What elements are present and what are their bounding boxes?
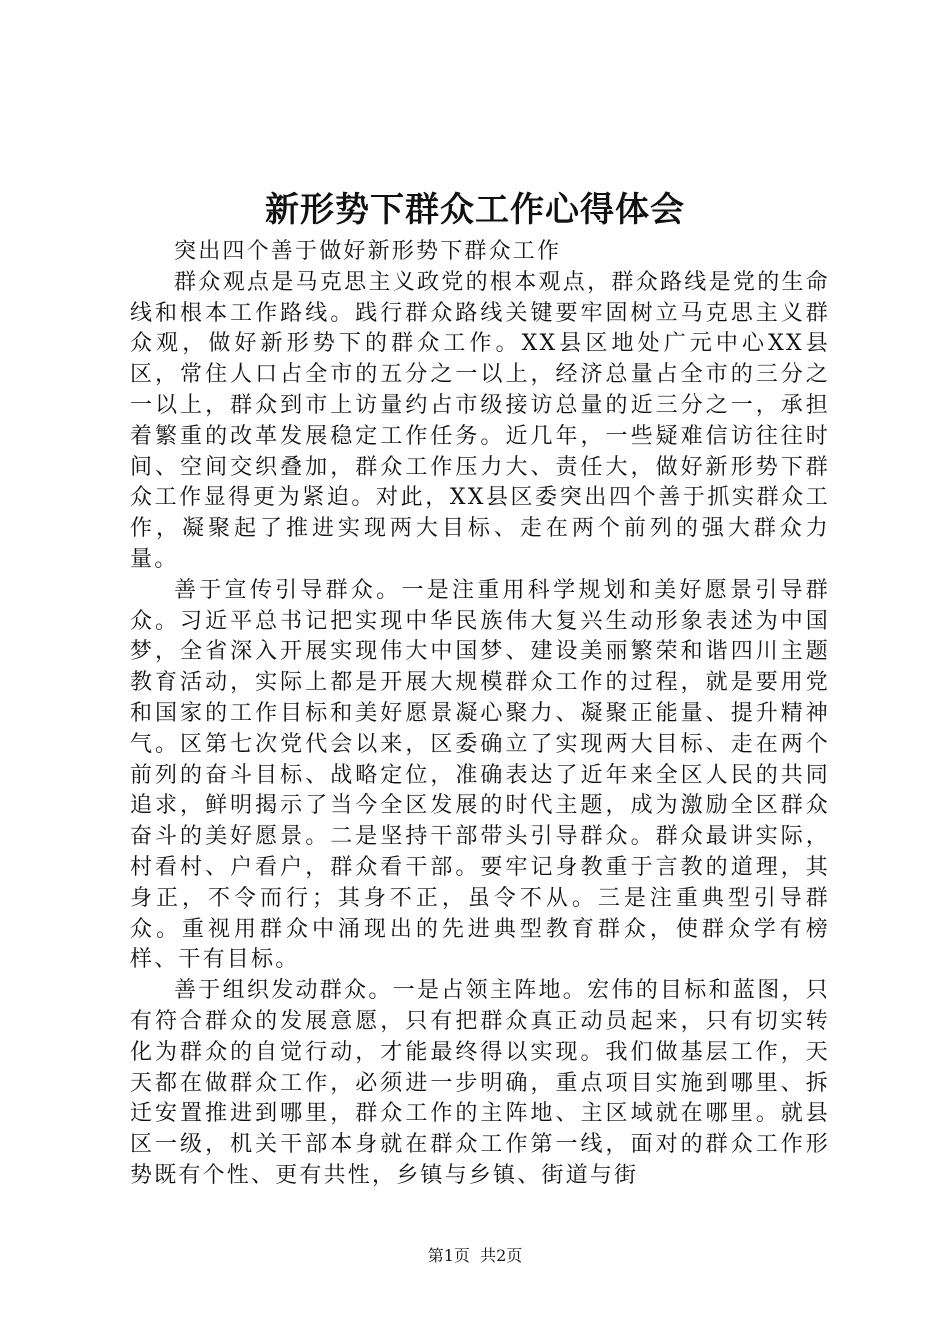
document-body	[130, 237, 830, 1192]
paragraph-subtitle: 突出四个善于做好新形势下群众工作	[174, 239, 562, 264]
page-number: 第1页	[427, 1246, 470, 1265]
paragraph-organize-masses: 善于组织发动群众。一是占领主阵地。宏伟的目标和蓝图，只有符合群众的发展意愿，只有把群众真正动员起来，只有切实转化为群众的自觉行动，才能最终得以实现。我们做基层工作，天天都在做群众工作，必须进一步明确，重点项目实施到哪里、拆迁安置推进到哪里，群众工作的主阵地、主区域就在哪里。就县区一级，机关干部本身就在群众工作第一线，面对的群众工作形势既有个性、更有共性，乡镇与乡镇、街道与街	[130, 978, 830, 1188]
page-footer	[0, 1244, 950, 1268]
footer-spacer	[470, 1246, 480, 1265]
page-total: 共2页	[480, 1246, 523, 1265]
paragraph-intro: 群众观点是马克思主义政党的根本观点，群众路线是党的生命线和根本工作路线。践行群众路线关键要牢固树立马克思主义群众观，做好新形势下的群众工作。XX县区地处广元中心XX县区，常住人口占全市的五分之一以上，经济总量占全市的三分之一以上，群众到市上访量约占市级接访总量的近三分之一，承担着繁重的改革发展稳定工作任务。近几年，一些疑难信访往往时间、空间交织叠加，群众工作压力大、责任大，做好新形势下群众工作显得更为紧迫。对此，XX县区委突出四个善于抓实群众工作，凝聚起了推进实现两大目标、走在两个前列的强大群众力量。	[130, 269, 830, 572]
paragraph-guide-masses: 善于宣传引导群众。一是注重用科学规划和美好愿景引导群众。习近平总书记把实现中华民族伟大复兴生动形象表述为中国梦，全省深入开展实现伟大中国梦、建设美丽繁荣和谐四川主题教育活动，实际上都是开展大规模群众工作的过程，就是要用党和国家的工作目标和美好愿景凝心聚力、凝聚正能量、提升精神气。区第七次党代会以来，区委确立了实现两大目标、走在两个前列的奋斗目标、战略定位，准确表达了近年来全区人民的共同追求，鲜明揭示了当今全区发展的时代主题，成为激励全区群众奋斗的美好愿景。二是坚持干部带头引导群众。群众最讲实际，村看村、户看户，群众看干部。要牢记身教重于言教的道理，其身正，不令而行；其身不正，虽令不从。三是注重典型引导群众。重视用群众中涌现出的先进典型教育群众，使群众学有榜样、干有目标。	[130, 577, 830, 973]
document-title: 新形势下群众工作心得体会	[265, 190, 685, 230]
